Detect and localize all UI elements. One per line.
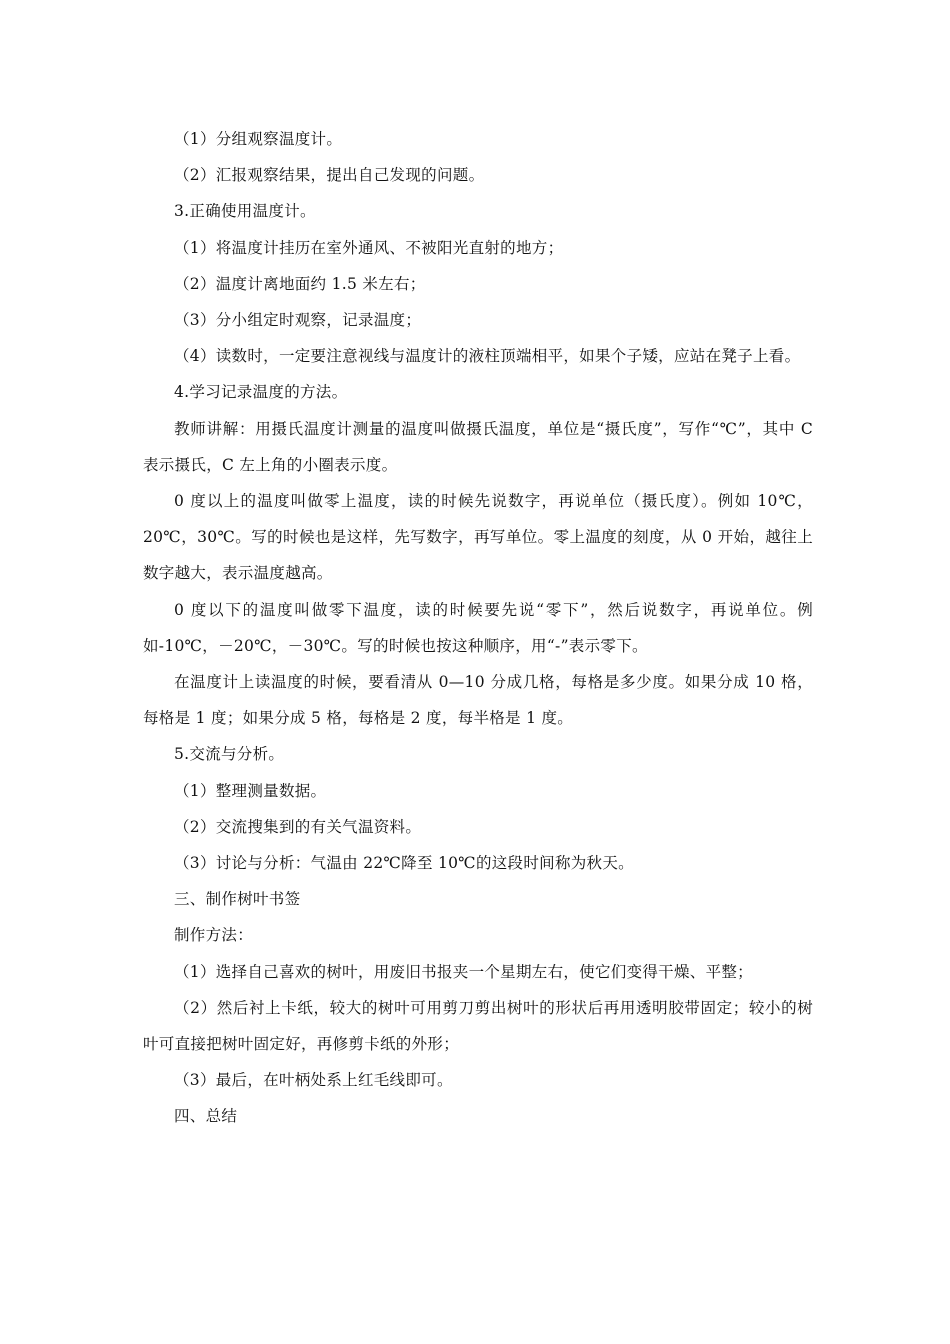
paragraph-observe-thermometer: （1）分组观察温度计。	[174, 130, 343, 148]
paragraph-group-observation: （3）分小组定时观察，记录温度；	[174, 311, 422, 330]
paragraph-below-zero: 0 度以下的温度叫做零下温度，读的时候要先说“零下”，然后说数字，再说单位。例如-10℃，－20℃，－30℃。写的时候也按这种顺序，用“-”表示零下。	[143, 600, 813, 655]
heading-record-temperature: 4.学习记录温度的方法。	[174, 383, 348, 402]
paragraph-share-materials: （2）交流搜集到的有关气温资料。	[174, 817, 422, 836]
paragraph-report-results: （2）汇报观察结果，提出自己发现的问题。	[174, 166, 485, 185]
paragraph-above-zero: 0 度以上的温度叫做零上温度，读的时候先说数字，再说单位（摄氏度）。例如 10℃，20℃，30℃。写的时候也是这样，先写数字，再写单位。零上温度的刻度，从 0 开始，越往上数字越大，表示温度越高。	[143, 492, 813, 583]
heading-use-thermometer: 3.正确使用温度计。	[174, 202, 316, 221]
paragraph-scale-reading: 在温度计上读温度的时候，要看清从 0—10 分成几格，每格是多少度。如果分成 10 格，每格是 1 度；如果分成 5 格，每格是 2 度，每半格是 1 度。	[143, 673, 813, 728]
heading-summary: 四、总结	[174, 1107, 238, 1126]
document-body	[143, 121, 813, 1135]
paragraph-choose-leaf: （1）选择自己喜欢的树叶，用废旧书报夹一个星期左右，使它们变得干燥、平整；	[174, 962, 753, 981]
heading-leaf-bookmark: 三、制作树叶书签	[174, 890, 301, 909]
paragraph-autumn-definition: （3）讨论与分析：气温由 22℃降至 10℃的这段时间称为秋天。	[174, 854, 634, 873]
paragraph-hang-thermometer: （1）将温度计挂历在室外通风、不被阳光直射的地方；	[174, 238, 564, 257]
paragraph-tie-thread: （3）最后，在叶柄处系上红毛线即可。	[174, 1071, 453, 1090]
paragraph-organize-data: （1）整理测量数据。	[174, 781, 327, 800]
paragraph-teacher-explanation: 教师讲解：用摄氏温度计测量的温度叫做摄氏温度，单位是“摄氏度”，写作“℃”，其中 C 表示摄氏，C 左上角的小圈表示度。	[143, 419, 813, 474]
paragraph-height-above-ground: （2）温度计离地面约 1.5 米左右；	[174, 274, 426, 293]
label-method: 制作方法：	[174, 926, 254, 945]
heading-discuss-analyze: 5.交流与分析。	[174, 745, 285, 764]
paragraph-reading-tips: （4）读数时，一定要注意视线与温度计的液柱顶端相平，如果个子矮，应站在凳子上看。	[174, 347, 801, 366]
paragraph-mount-leaf: （2）然后衬上卡纸，较大的树叶可用剪刀剪出树叶的形状后再用透明胶带固定；较小的树叶可直接把树叶固定好，再修剪卡纸的外形；	[143, 998, 813, 1054]
